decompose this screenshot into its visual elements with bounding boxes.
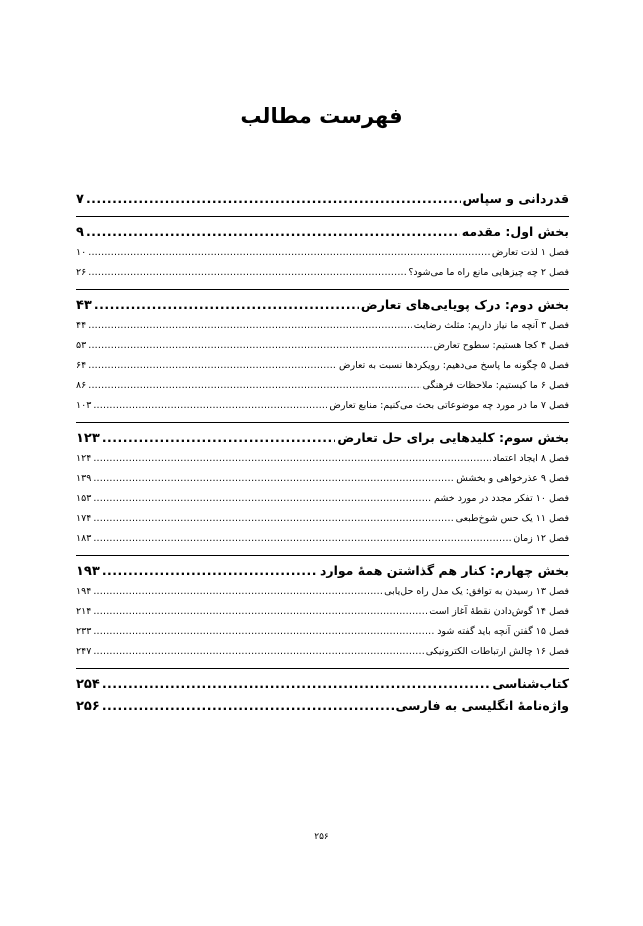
dot-leader (102, 560, 318, 582)
toc-chapter-page: ۴۴ (76, 320, 87, 331)
toc-part-page: ۴۳ (76, 298, 92, 313)
dot-leader (93, 509, 453, 529)
toc-chapter-3[interactable] (76, 316, 569, 336)
dot-leader (88, 243, 490, 263)
toc-chapter-label: فصل ۴ کجا هستیم: سطوح تعارض (433, 340, 569, 351)
toc-chapter-14[interactable] (76, 602, 569, 622)
dot-leader (93, 602, 427, 622)
toc-chapter-label: فصل ۱۳ رسیدن به توافق: یک مدل راه حل‌یابی (384, 586, 569, 597)
dot-leader (93, 642, 423, 662)
dot-leader (102, 695, 394, 717)
table-of-contents (76, 188, 569, 717)
toc-chapter-page: ۶۴ (76, 360, 87, 371)
toc-entry-page: ۷ (76, 192, 84, 207)
toc-chapter-label: فصل ۵ چگونه ما پاسخ می‌دهیم: رویکردها نسبت به تعارض (339, 360, 569, 371)
toc-chapter-page: ۲۶ (76, 267, 87, 278)
dot-leader (88, 356, 337, 376)
toc-chapter-12[interactable] (76, 529, 569, 549)
toc-chapter-label: فصل ۱۶ چالش ارتباطات الکترونیکی (425, 646, 569, 657)
toc-chapter-page: ۸۶ (76, 380, 87, 391)
toc-chapter-label: فصل ۱۲ زمان (513, 533, 569, 544)
toc-part-1[interactable] (76, 221, 569, 243)
toc-chapter-label: فصل ۶ ما کیستیم: ملاحظات فرهنگی (422, 380, 569, 391)
toc-chapter-5[interactable] (76, 356, 569, 376)
dot-leader (102, 673, 491, 695)
toc-part-3[interactable] (76, 427, 569, 449)
toc-chapter-page: ۵۳ (76, 340, 87, 351)
toc-chapter-label: فصل ۱۰ تفکر مجدد در مورد خشم (434, 493, 569, 504)
toc-chapter-page: ۱۰ (76, 247, 87, 258)
toc-entry-glossary[interactable] (76, 695, 569, 717)
section-divider (76, 216, 569, 217)
toc-chapter-10[interactable] (76, 489, 569, 509)
dot-leader (93, 489, 432, 509)
toc-chapter-label: فصل ۳ آنچه ما نیاز داریم: مثلث رضایت (413, 320, 569, 331)
section-divider (76, 668, 569, 669)
toc-chapter-9[interactable] (76, 469, 569, 489)
dot-leader (94, 294, 359, 316)
dot-leader (86, 188, 461, 210)
toc-entry-label: قدردانی و سپاس (462, 191, 569, 206)
toc-entry-label: کتاب‌شناسی (492, 676, 569, 691)
toc-chapter-label: فصل ۱۱ یک حس شوخ‌طبعی (455, 513, 569, 524)
toc-part-page: ۹ (76, 225, 84, 240)
toc-chapter-4[interactable] (76, 336, 569, 356)
toc-chapter-page: ۱۷۴ (76, 513, 92, 524)
toc-chapter-label: فصل ۹ عذرخواهی و بخشش (456, 473, 569, 484)
toc-chapter-label: فصل ۸ ایجاد اعتماد (492, 453, 569, 464)
toc-chapter-page: ۱۵۳ (76, 493, 92, 504)
dot-leader (93, 396, 327, 416)
dot-leader (88, 263, 406, 283)
toc-part-label: بخش چهارم: کنار هم گذاشتن همهٔ موارد (319, 563, 569, 578)
toc-chapter-16[interactable] (76, 642, 569, 662)
toc-entry-acknowledgments[interactable] (76, 188, 569, 210)
toc-part-label: بخش سوم: کلیدهایی برای حل تعارض (337, 430, 569, 445)
toc-entry-page: ۲۵۶ (76, 699, 100, 714)
dot-leader (93, 582, 382, 602)
toc-chapter-page: ۱۳۹ (76, 473, 92, 484)
dot-leader (88, 316, 411, 336)
toc-part-label: بخش دوم: درک پویایی‌های تعارض (360, 297, 569, 312)
toc-chapter-page: ۱۸۳ (76, 533, 92, 544)
toc-chapter-page: ۱۲۴ (76, 453, 92, 464)
page-number: ۲۵۶ (314, 832, 329, 842)
dot-leader (86, 221, 460, 243)
toc-chapter-page: ۱۹۴ (76, 586, 92, 597)
toc-chapter-15[interactable] (76, 622, 569, 642)
dot-leader (93, 449, 490, 469)
toc-part-label: بخش اول: مقدمه (461, 224, 569, 239)
toc-chapter-1[interactable] (76, 243, 569, 263)
section-divider (76, 289, 569, 290)
toc-chapter-label: فصل ۱۵ گفتن آنچه باید گفته شود (437, 626, 569, 637)
toc-chapter-label: فصل ۷ ما در مورد چه موضوعاتی بحث می‌کنیم: منابع تعارض (329, 400, 569, 411)
toc-chapter-label: فصل ۲ چه چیزهایی مانع راه ما می‌شود؟ (408, 267, 569, 278)
section-divider (76, 422, 569, 423)
dot-leader (93, 622, 435, 642)
toc-chapter-label: فصل ۱ لذت تعارض (491, 247, 569, 258)
dot-leader (88, 336, 431, 356)
toc-chapter-page: ۱۰۳ (76, 400, 92, 411)
toc-chapter-8[interactable] (76, 449, 569, 469)
toc-entry-label: واژه‌نامهٔ انگلیسی به فارسی (395, 698, 569, 713)
toc-part-page: ۱۲۳ (76, 431, 100, 446)
dot-leader (102, 427, 336, 449)
toc-entry-page: ۲۵۴ (76, 677, 100, 692)
toc-chapter-page: ۲۱۴ (76, 606, 92, 617)
toc-chapter-label: فصل ۱۴ گوش‌دادن نقطهٔ آغاز است (429, 606, 569, 617)
toc-chapter-7[interactable] (76, 396, 569, 416)
section-divider (76, 555, 569, 556)
toc-entry-bibliography[interactable] (76, 673, 569, 695)
toc-chapter-13[interactable] (76, 582, 569, 602)
toc-chapter-6[interactable] (76, 376, 569, 396)
toc-part-page: ۱۹۳ (76, 564, 100, 579)
toc-chapter-page: ۲۳۳ (76, 626, 92, 637)
toc-part-2[interactable] (76, 294, 569, 316)
toc-chapter-2[interactable] (76, 263, 569, 283)
toc-part-4[interactable] (76, 560, 569, 582)
dot-leader (93, 529, 511, 549)
toc-chapter-11[interactable] (76, 509, 569, 529)
page-title: فهرست مطالب (240, 104, 403, 128)
dot-leader (93, 469, 454, 489)
toc-chapter-page: ۲۴۷ (76, 646, 92, 657)
dot-leader (88, 376, 420, 396)
